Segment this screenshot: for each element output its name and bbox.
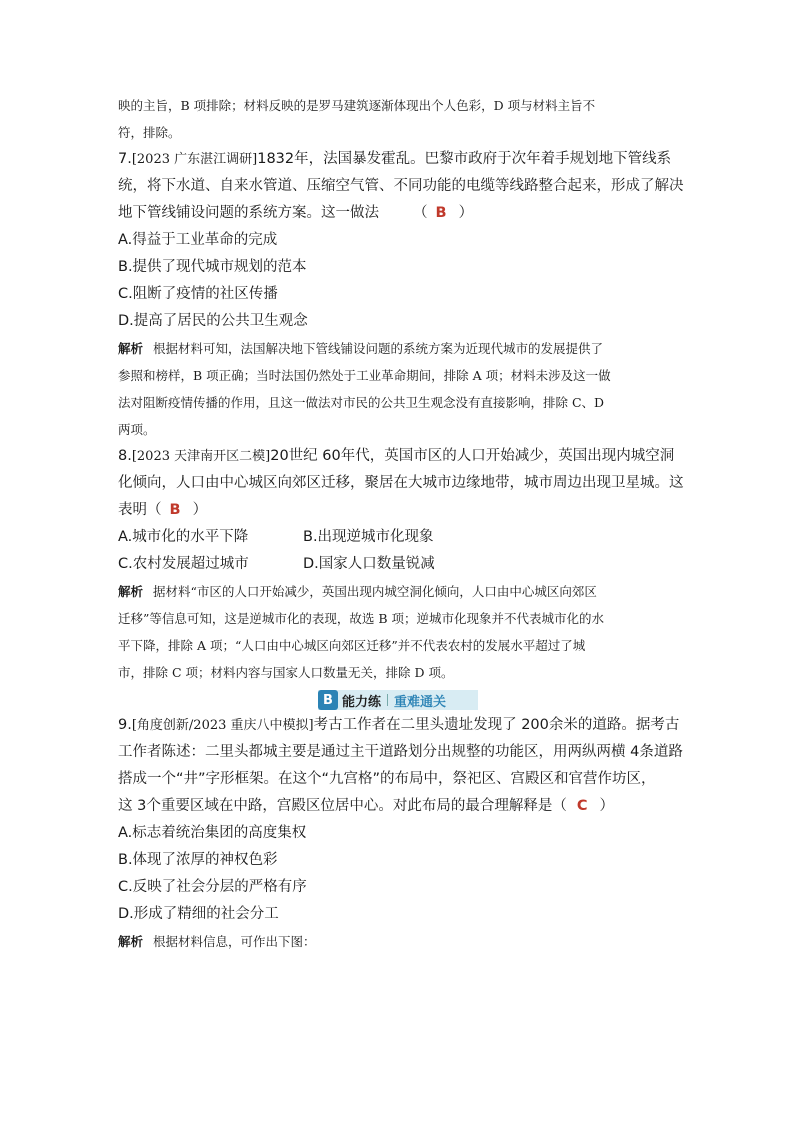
analysis-line: 迁移”等信息可知，这是逆城市化的表现，故选 B 项；逆城市化现象并不代表城市化的水 [118, 611, 605, 626]
analysis-line [118, 578, 678, 605]
option-a: A.得益于工业革命的完成 [118, 232, 278, 248]
option-b: B.体现了浓厚的神权色彩 [118, 852, 278, 868]
question-text: 考古工作者在二里头遗址发现了 200余米的道路。据考古 [313, 717, 680, 733]
question-text: 1832年，法国暴发霍乱。巴黎市政府于次年着手规划地下管线系 [257, 151, 672, 167]
option-c: C.农村发展超过城市 [118, 556, 249, 572]
question-8-stem-line [118, 497, 678, 524]
prev-analysis-line: 映的主旨，B 项排除；材料反映的是罗马建筑逐渐体现出个人色彩，D 项与材料主旨不 [118, 98, 596, 113]
answer-bracket-open: （ [413, 205, 428, 221]
option-row [118, 524, 678, 551]
analysis-line: 市，排除 C 项；材料内容与国家人口数量无关，排除 D 项。 [118, 665, 454, 680]
question-text: 地下管线铺设问题的系统方案。这一做法 [118, 205, 379, 221]
section-subtitle: 重难通关 [394, 694, 447, 710]
answer-letter: B [435, 205, 447, 221]
prev-analysis-line: 符，排除。 [118, 125, 181, 140]
option-d: D.国家人口数量锐减 [303, 556, 435, 572]
question-text: 20世纪 60年代，英国市区的人口开始减少，英国出现内城空洞 [270, 448, 675, 464]
option-b: B.出现逆城市化现象 [303, 529, 434, 545]
question-number: 9. [118, 717, 132, 733]
section-divider [387, 694, 388, 706]
question-9-stem-line [118, 793, 678, 820]
analysis-text: 根据材料信息，可作出下图： [153, 934, 316, 949]
option-c: C.阻断了疫情的社区传播 [118, 286, 278, 302]
analysis-text: 据材料“市区的人口开始减少，英国出现内城空洞化倾向，人口由中心城区向郊区 [153, 584, 597, 599]
analysis-label: 解析 [118, 934, 144, 949]
analysis-line: 法对阻断疫情传播的作用，且这一做法对市民的公共卫生观念没有直接影响，排除 C、D [118, 395, 605, 410]
question-source: [2023 广东湛江调研] [131, 152, 258, 167]
question-number: 8. [118, 448, 132, 464]
question-8-stem-line [118, 443, 678, 470]
question-text: 这 3个重要区域在中路，宫殿区位居中心。对此布局的最合理解释是（ [118, 798, 567, 814]
analysis-line [118, 335, 678, 362]
question-7-stem-line [118, 146, 678, 173]
analysis-label: 解析 [118, 584, 144, 599]
option-a: A.城市化的水平下降 [118, 529, 249, 545]
analysis-line: 两项。 [118, 422, 156, 437]
analysis-line: 参照和榜样，B 项正确；当时法国仍然处于工业革命期间，排除 A 项；材料未涉及这一做 [118, 368, 611, 383]
answer-letter: C [576, 798, 588, 814]
option-d: D.形成了精细的社会分工 [118, 906, 279, 922]
analysis-label: 解析 [118, 341, 144, 356]
analysis-line [118, 928, 678, 955]
question-9-stem-line: 工作者陈述：二里头都城主要是通过主干道路划分出规整的功能区，用两纵两横 4条道路 [118, 744, 683, 760]
question-7-stem-line [118, 200, 678, 227]
question-source: [角度创新/2023 重庆八中模拟] [131, 718, 314, 733]
analysis-line: 平下降，排除 A 项；“人口由中心城区向郊区迁移”并不代表农村的发展水平超过了城 [118, 638, 586, 653]
question-7-stem-line: 统，将下水道、自来水管道、压缩空气管、不同功能的电缆等线路整合起来，形成了解决 [118, 178, 684, 194]
answer-bracket-close: ） [458, 205, 474, 221]
question-8-stem-line: 化倾向，人口由中心城区向郊区迁移，聚居在大城市边缘地带，城市周边出现卫星城。这 [118, 475, 684, 491]
option-b: B.提供了现代城市规划的范本 [118, 259, 307, 275]
option-row [118, 551, 678, 578]
question-9-stem-line [118, 712, 678, 739]
question-number: 7. [118, 151, 132, 167]
section-badge: B [318, 690, 338, 710]
page-content [118, 92, 684, 955]
analysis-text: 根据材料可知，法国解决地下管线铺设问题的系统方案为近现代城市的发展提供了 [153, 341, 604, 356]
question-source: [2023 天津南开区二模] [131, 449, 271, 464]
answer-bracket-close: ） [599, 798, 614, 814]
option-a: A.标志着统治集团的高度集权 [118, 825, 307, 841]
answer-letter: B [169, 502, 181, 518]
section-header [318, 690, 478, 710]
option-c: C.反映了社会分层的严格有序 [118, 879, 307, 895]
section-title: 能力练 [342, 694, 382, 710]
option-d: D.提高了居民的公共卫生观念 [118, 313, 308, 329]
question-text: 表明（ [118, 502, 162, 518]
answer-bracket-close: ） [192, 502, 208, 518]
question-9-stem-line: 搭成一个“井”字形框架。在这个“九宫格”的布局中，祭祀区、宫殿区和官营作坊区， [118, 771, 656, 787]
